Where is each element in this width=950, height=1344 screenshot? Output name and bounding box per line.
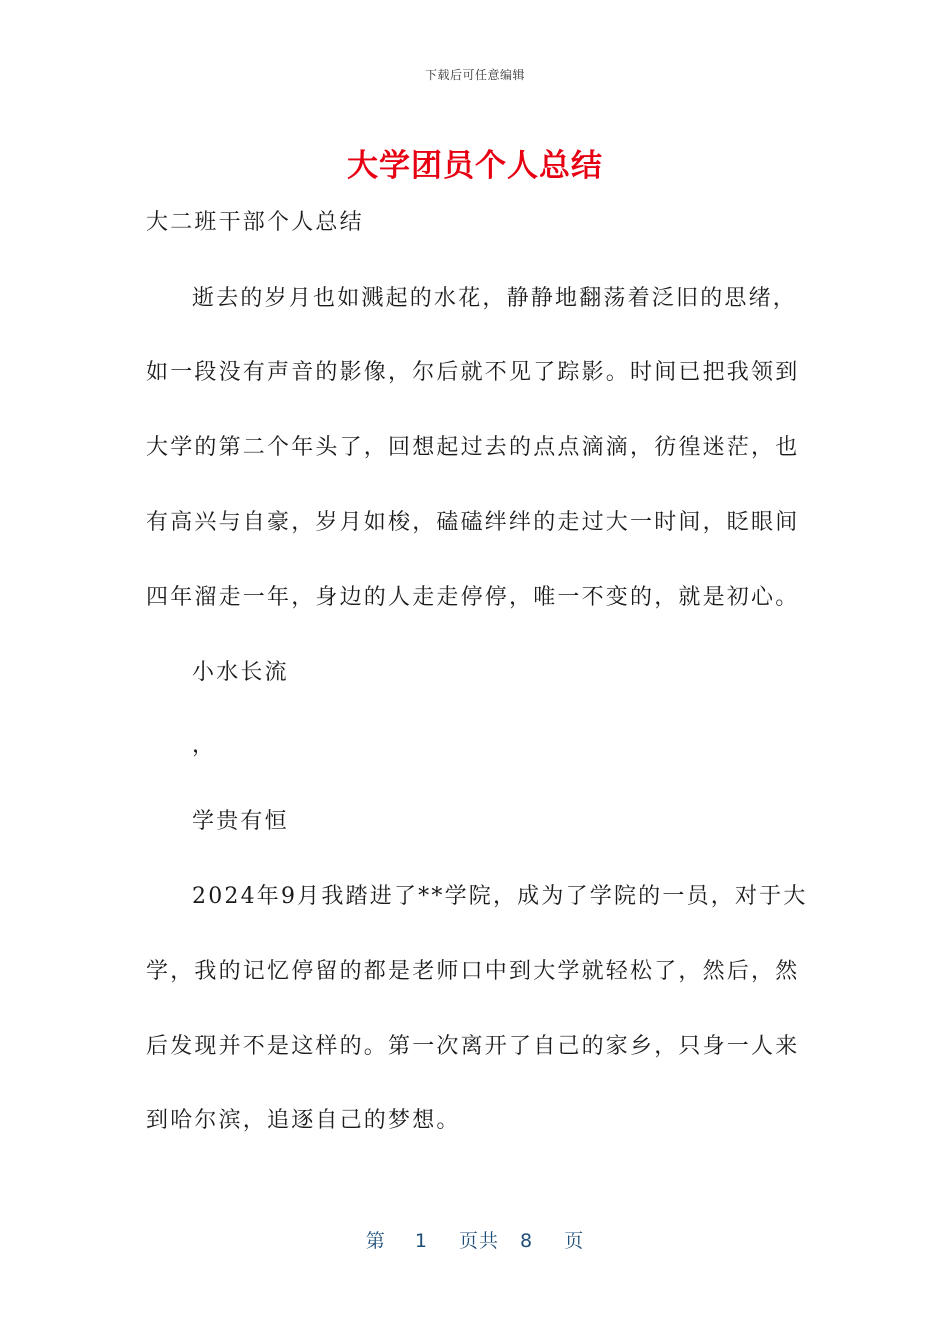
page-footer [0,1226,950,1253]
header-note: 下载后可任意编辑 [424,68,525,82]
motto-separator: ， [192,733,217,758]
paragraph-line: 逝去的岁月也如溅起的水花，静静地翻荡着泛旧的思绪， [192,286,798,311]
document-title: 大学团员个人总结 [347,148,603,184]
section-heading: 大二班干部个人总结 [146,210,364,235]
paragraph-line: 学，我的记忆停留的都是老师口中到大学就轻松了，然后，然 [146,959,800,984]
paragraph-line: 2024年9月我踏进了**学院，成为了学院的一员，对于大 [192,884,808,909]
footer-total-pages: 8 [520,1230,534,1252]
footer-middle: 页共 [458,1230,499,1252]
footer-prefix: 第 [365,1230,386,1252]
paragraph-line: 后发现并不是这样的。第一次离开了自己的家乡，只身一人来 [146,1034,800,1059]
paragraph-line: 如一段没有声音的影像，尔后就不见了踪影。时间已把我领到 [146,360,800,385]
paragraph-line: 大学的第二个年头了，回想起过去的点点滴滴，彷徨迷茫，也 [146,435,800,460]
footer-suffix: 页 [564,1230,585,1252]
paragraph-line: 有高兴与自豪，岁月如梭，磕磕绊绊的走过大一时间，眨眼间 [146,510,800,535]
footer-current-page: 1 [414,1230,428,1252]
motto-line: 学贵有恒 [192,809,289,834]
motto-line: 小水长流 [192,660,289,685]
paragraph-line: 到哈尔滨，追逐自己的梦想。 [146,1108,461,1133]
paragraph-line: 四年溜走一年，身边的人走走停停，唯一不变的，就是初心。 [146,585,800,610]
